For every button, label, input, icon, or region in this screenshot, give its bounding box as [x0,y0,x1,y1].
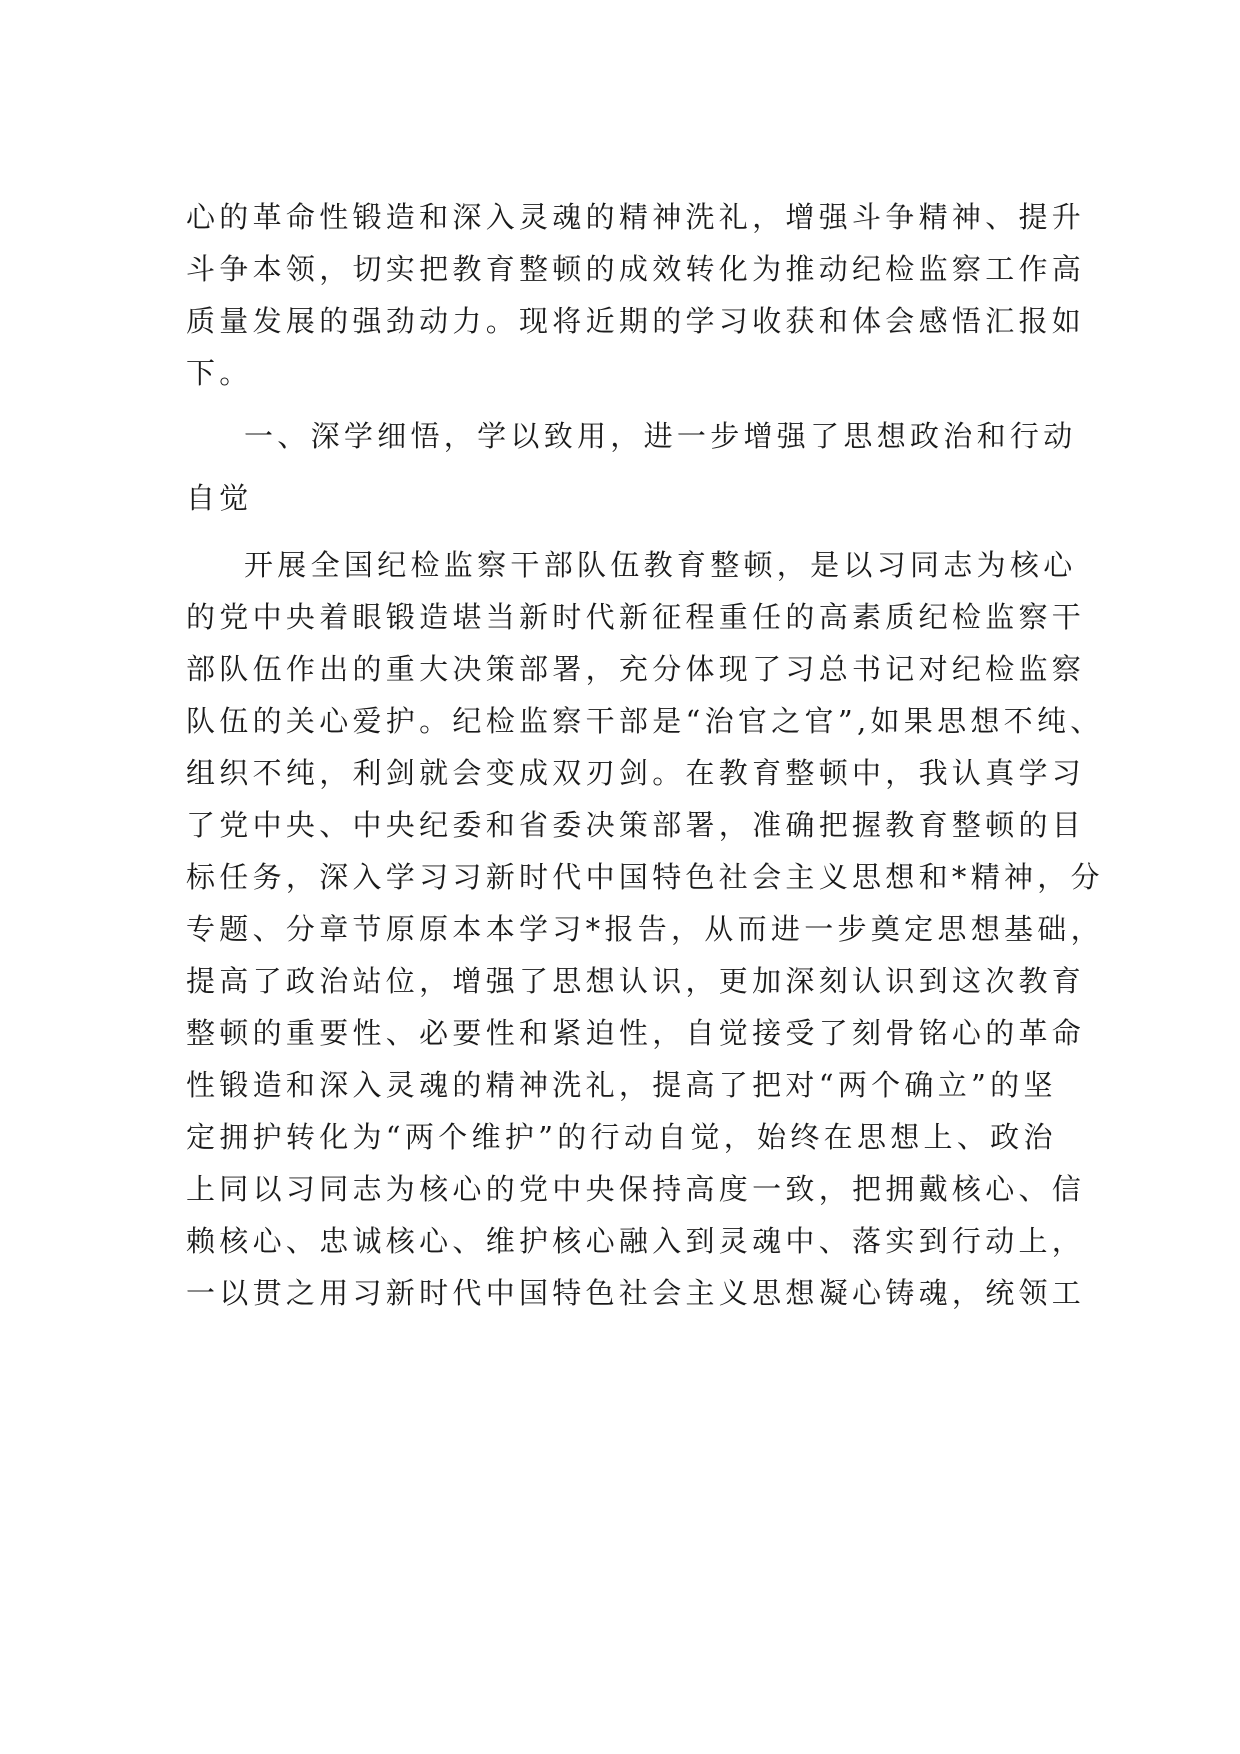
text-line: 标任务，深入学习习新时代中国特色社会主义思想和*精神，分 [186,860,1104,894]
text-line: 下。 [186,356,253,390]
text-line: 一以贯之用习新时代中国特色社会主义思想凝心铸魂，统领工 [186,1276,1086,1310]
text-line: 的党中央着眼锻造堪当新时代新征程重任的高素质纪检监察干 [186,600,1086,634]
heading-line: 一、深学细悟，学以致用，进一步增强了思想政治和行动 [244,419,1077,453]
text-line: 赖核心、忠诚核心、维护核心融入到灵魂中、落实到行动上， [186,1224,1086,1258]
text-line: 队伍的关心爱护。纪检监察干部是“治官之官”,如果思想不纯、 [186,704,1104,738]
document-body [186,191,1104,1319]
paragraph-intro [186,191,1086,399]
text-line: 上同以习同志为核心的党中央保持高度一致，把拥戴核心、信 [186,1172,1086,1206]
text-line: 组织不纯，利剑就会变成双刃剑。在教育整顿中，我认真学习 [186,756,1086,790]
text-line: 专题、分章节原原本本学习*报告，从而进一步奠定思想基础， [186,912,1104,946]
text-line: 开展全国纪检监察干部队伍教育整顿，是以习同志为核心 [244,548,1077,582]
section-heading [186,405,1077,529]
text-line: 质量发展的强劲动力。现将近期的学习收获和体会感悟汇报如 [186,304,1086,338]
text-line: 斗争本领，切实把教育整顿的成效转化为推动纪检监察工作高 [186,252,1086,286]
text-line: 定拥护转化为“两个维护”的行动自觉，始终在思想上、政治 [186,1120,1057,1154]
text-line: 了党中央、中央纪委和省委决策部署，准确把握教育整顿的目 [186,808,1086,842]
text-line: 提高了政治站位，增强了思想认识，更加深刻认识到这次教育 [186,964,1086,998]
text-line: 性锻造和深入灵魂的精神洗礼，提高了把对“两个确立”的坚 [186,1068,1057,1102]
paragraph-main [186,539,1104,1319]
text-line: 整顿的重要性、必要性和紧迫性，自觉接受了刻骨铭心的革命 [186,1016,1086,1050]
text-line: 部队伍作出的重大决策部署，充分体现了习总书记对纪检监察 [186,652,1086,686]
text-line: 心的革命性锻造和深入灵魂的精神洗礼，增强斗争精神、提升 [186,200,1086,234]
heading-line: 自觉 [186,481,253,515]
